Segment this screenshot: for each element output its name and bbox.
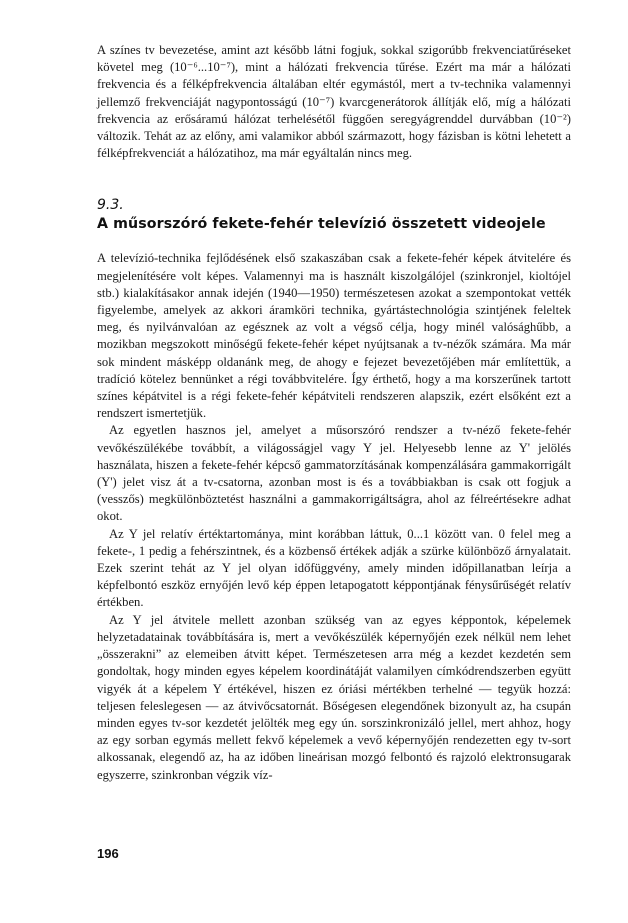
page-number: 196 — [97, 846, 119, 861]
intro-paragraph: A színes tv bevezetése, amint azt később látni fogjuk, sokkal szigorúbb frekvenciatűréseket követel meg (10⁻⁶...10⁻⁷), mint a hálózati frekvencia tűrése. Ezért ma már a hálózati frekvencia és a félképfrekvencia általában eltér egymástól, mert a tv-technika valamennyi jellemző frekvenciáját nagypontosságú (10⁻⁷) kvarcgenerátorok állítják elő, míg a hálózati frekvencia az erősáramú hálózat terhelésétől függően seregyágrenddel durvábban (10⁻²) változik. Tehát az az előny, ami valamikor abból származott, hogy fázisban is kötni lehetett a félképfrekvenciát a hálózatihoz, ma már egyáltalán nincs meg. — [97, 43, 571, 161]
body-paragraph-1: A televízió-technika fejlődésének első szakaszában csak a fekete-fehér képek átvitelére és megjelenítésére volt képes. Valamennyi ma is használt kiszolgálójel (szinkronjel, kioltójel stb.) kialakításakor annak idején (1940—1950) természetesen azokat a szempontokat vették figyelembe, amelyek az akkori áramköri technika, gyártástechnológia szintjének feleltek meg, és nyilvánvalóan az egésznek az volt a végső célja, hogy minél valósághűbb, a mozikban megszokott minőségű fekete-fehér képet nyújtsanak a tv-nézők számára. Ma már sok mindent másképp oldanánk meg, de ahogy e fejezet bevezetőjében már említettük, a tradíció kötelez bennünket a régi továbbvitelére. Így érthető, hogy a ma korszerűnek tartott színes képátvitel is a régi fekete-fehér képátviteli rendszeren alapszik, ezért elsőként ezt a rendszert ismertetjük. — [97, 251, 571, 421]
body-paragraph-2: Az egyetlen hasznos jel, amelyet a műsorszóró rendszer a tv-néző fekete-fehér vevőkészülékébe továbbít, a világosságjel vagy Y jel. Helyesebb lenne az Y' jelölés használata, hiszen a fekete-fehér képcső gammatorzításának kompenzálására gammakorrigált (Y') jelet visz át a tv-csatorna, azonban most is és a továbbiakban is csak ott fogjuk a (vesszős) megkülönböztetést használni a gammakorrigáltságra, ahol az félreértésekre adhat okot. — [97, 423, 571, 524]
body-paragraph-3: Az Y jel relatív értéktartománya, mint korábban láttuk, 0...1 között van. 0 felel meg a fekete-, 1 pedig a fehérszintnek, és a közbenső értékek adják a szürke különböző árnyalatait. Ezek szerint tehát az Y jel olyan időfüggvény, amely minden időpillanatban leírja a képfelbontó eszköz ernyőjén levő kép éppen letapogatott képpontjának fénysűrűségét relatív értékben. — [97, 526, 571, 610]
book-page — [97, 42, 571, 784]
body-paragraph-4: Az Y jel átvitele mellett azonban szükség van az egyes képpontok, képelemek helyzetadatainak továbbítására is, mert a vevőkészülék képernyőjén ezek nélkül nem lehet „összerakni” az elemeiben átvitt képet. Természetesen arra még a kezdet kezdetén sem gondoltak, hogy minden egyes képelem koordinátáját valamilyen címkódrendszerben együtt vigyék át a képelem Y értékével, hiszen ez óriási mértékben terhelné — tegyük hozzá: teljesen feleslegesen — az átvivőcsatornát. Bőségesen elegendőnek bizonyult az, ha csupán minden egyes tv-sor kezdetét jelölték meg egy ún. sorszinkronizáló jellel, mert ahhoz, hogy az egy sorban egymás mellett fekvő képelemek a vevő képernyőjén rendezetten egy tv-sort alkossanak, elegendő az, ha az időben lineárisan mozgó felbontó és rajzoló elektronsugarak egyszerre, szinkronban végzik víz- — [97, 612, 571, 782]
section-title: A műsorszóró fekete-fehér televízió összetett videojele — [97, 216, 546, 233]
section-number: 9.3. — [97, 197, 124, 214]
